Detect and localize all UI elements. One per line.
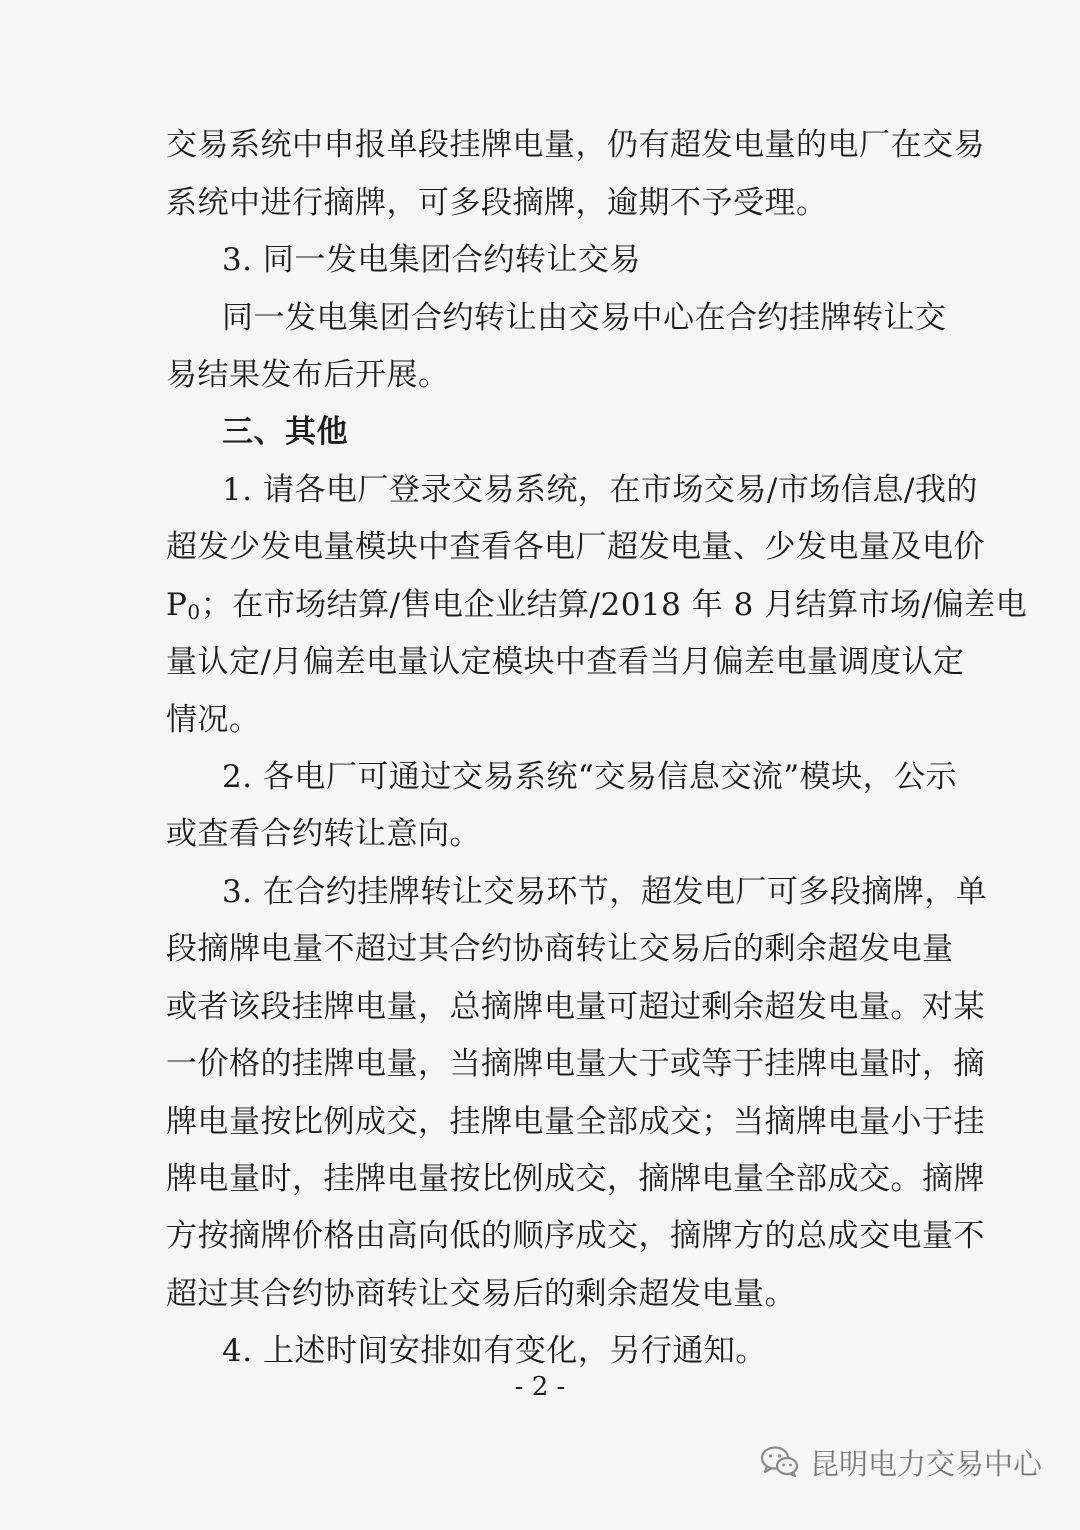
text-line: 方按摘牌价格由高向低的顺序成交，摘牌方的总成交电量不: [166, 1218, 985, 1254]
watermark: [760, 1440, 1042, 1484]
text-line: 系统中进行摘牌，可多段摘牌，逾期不予受理。: [166, 185, 828, 221]
text-line: 段摘牌电量不超过其合约协商转让交易后的剩余超发电量: [166, 931, 954, 967]
text-line: 或者该段挂牌电量，总摘牌电量可超过剩余超发电量。对某: [166, 989, 985, 1025]
text-line: 或查看合约转让意向。: [166, 816, 481, 852]
text-line: 超过其合约协商转让交易后的剩余超发电量。: [166, 1276, 796, 1312]
text-line: 牌电量按比例成交，挂牌电量全部成交；当摘牌电量小于挂: [166, 1104, 985, 1140]
price-symbol: P: [166, 587, 188, 623]
text-line: 量认定/月偏差电量认定模块中查看当月偏差电量调度认定: [166, 644, 965, 680]
text-line: 一价格的挂牌电量，当摘牌电量大于或等于挂牌电量时，摘: [166, 1046, 985, 1082]
text-line: 情况。: [166, 702, 261, 738]
section-heading: 3. 同一发电集团合约转让交易: [222, 242, 641, 278]
price-subscript: 0: [187, 600, 201, 624]
text-line: 4. 上述时间安排如有变化，另行通知。: [222, 1333, 767, 1369]
wechat-icon: [760, 1445, 800, 1479]
text-line: 交易系统中申报单段挂牌电量，仍有超发电量的电厂在交易: [166, 127, 985, 163]
text-line: 易结果发布后开展。: [166, 357, 450, 393]
page-number: - 2 -: [514, 1372, 566, 1402]
text-line-rest: ；在市场结算/售电企业结算/2018 年 8 月结算市场/偏差电: [200, 587, 1028, 623]
watermark-text: 昆明电力交易中心: [809, 1446, 1042, 1481]
section-heading: 三、其他: [222, 414, 348, 450]
text-line: 2. 各电厂可通过交易系统“交易信息交流”模块，公示: [222, 759, 958, 795]
text-line: 同一发电集团合约转让由交易中心在合约挂牌转让交: [222, 300, 947, 336]
text-line: [166, 585, 1028, 625]
text-line: 3. 在合约挂牌转让交易环节，超发电厂可多段摘牌，单: [222, 874, 988, 910]
text-line: 1. 请各电厂登录交易系统，在市场交易/市场信息/我的: [222, 472, 978, 508]
text-line: 超发少发电量模块中查看各电厂超发电量、少发电量及电价: [166, 529, 985, 565]
text-line: 牌电量时，挂牌电量按比例成交，摘牌电量全部成交。摘牌: [166, 1161, 985, 1197]
